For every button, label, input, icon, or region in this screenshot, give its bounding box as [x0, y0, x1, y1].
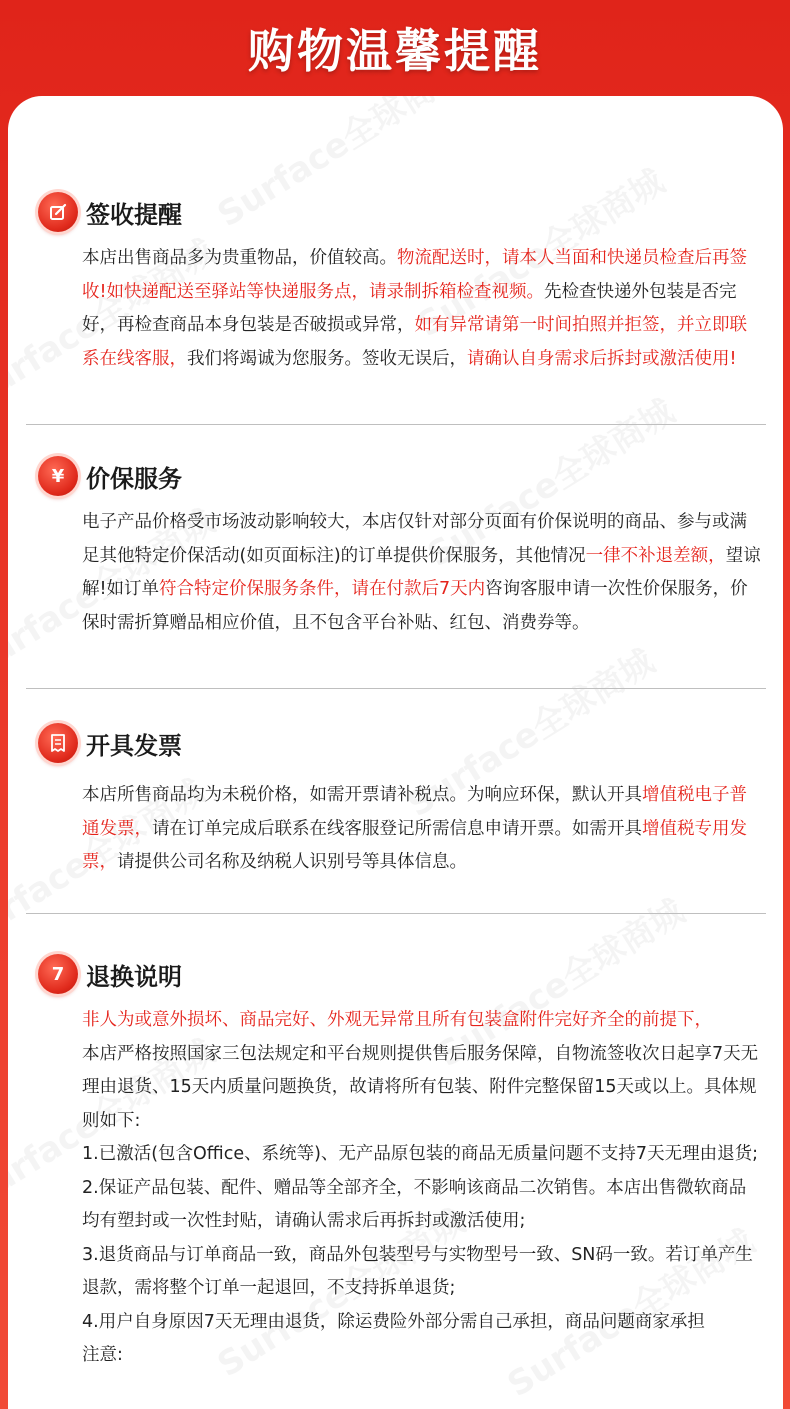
section-text [82, 779, 761, 880]
highlight-segment: 符合特定价保服务条件，请在付款后7天内 [159, 579, 486, 599]
text-segment: 先检查快递外包装是否完好，再检查商品本身包装是否破损或异常， [82, 281, 737, 335]
highlight-segment: 增值税专用发票， [82, 818, 747, 872]
text-segment: 我们将竭诚为您服务。签收无误后， [187, 348, 467, 369]
highlight-segment: 增值税电子普通发票， [82, 785, 747, 839]
text-segment: 望谅解!如订单 [82, 545, 761, 599]
edit-icon [38, 192, 78, 232]
section-signing [8, 192, 783, 376]
return-7-icon: 7 [38, 954, 78, 994]
section-divider [26, 688, 766, 689]
content-card [8, 96, 783, 1409]
highlight-paragraph: 非人为或意外损坏、商品完好、外观无异常且所有包装盒附件完好齐全的前提下， [82, 1010, 712, 1030]
section-header [38, 954, 783, 994]
highlight-segment: 物流配送时，请本人当面和快递员检查后再签收!如快递配送至驿站等快递服务点，请录制拆箱检查视频。 [82, 248, 747, 302]
section-divider [26, 913, 766, 914]
text-segment: 本店出售商品多为贵重物品，价值较高。 [82, 248, 397, 268]
rule-item: 4.用户自身原因7天无理由退货，除运费险外部分需自己承担，商品问题商家承担 [82, 1311, 705, 1332]
highlight-segment: 如有异常请第一时间拍照并拒签，并立即联系在线客服， [82, 315, 747, 369]
highlight-segment: 一律不补退差额， [585, 545, 726, 566]
note-label: 注意: [82, 1345, 123, 1365]
section-divider [26, 424, 766, 425]
text-segment: 请提供公司名称及纳税人识别号等具体信息。 [117, 852, 467, 872]
text-segment: 咨询客服申请一次性价保服务，价保时需折算赠品相应价值，且不包含平台补贴、红包、消费券等。 [82, 579, 748, 633]
section-title: 签收提醒 [86, 200, 182, 229]
highlight-segment: 请确认自身需求后拆封或激活使用! [467, 348, 737, 369]
yen-icon: ¥ [38, 456, 78, 496]
section-text [82, 1004, 761, 1373]
header-banner [0, 0, 790, 96]
section-title: 开具发票 [86, 731, 182, 760]
section-text [82, 506, 761, 640]
section-header [38, 192, 783, 232]
text-segment: 电子产品价格受市场波动影响较大，本店仅针对部分页面有价保说明的商品、参与或满足其他特定价保活动(如页面标注)的订单提供价保服务，其他情况 [82, 512, 747, 566]
invoice-icon [38, 723, 78, 763]
section-header [38, 723, 783, 763]
section-title: 退换说明 [86, 962, 182, 991]
section-header [38, 456, 783, 496]
page-title: 购物温馨提醒 [248, 24, 542, 78]
rule-item: 1.已激活(包含Office、系统等)、无产品原包装的商品无质量问题不支持7天无理由退货; [82, 1144, 758, 1164]
text-segment: 请在订单完成后联系在线客服登记所需信息申请开票。如需开具 [152, 818, 642, 839]
section-invoice [8, 723, 783, 880]
section-text [82, 242, 761, 376]
section-price-protection [8, 456, 783, 640]
text-paragraph: 本店严格按照国家三包法规定和平台规则提供售后服务保障，自物流签收次日起享7天无理由退货、15天内质量问题换货，故请将所有包装、附件完整保留15天或以上。具体规则如下: [82, 1043, 759, 1131]
rule-item: 2.保证产品包装、配件、赠品等全部齐全，不影响该商品二次销售。本店出售微软商品均有塑封或一次性封贴，请确认需求后再拆封或激活使用; [82, 1177, 747, 1231]
rule-item: 3.退货商品与订单商品一致，商品外包装型号与实物型号一致、SN码一致。若订单产生退款，需将整个订单一起退回，不支持拆单退货; [82, 1244, 753, 1298]
text-segment: 本店所售商品均为未税价格，如需开票请补税点。为响应环保，默认开具 [82, 785, 642, 805]
section-returns [8, 954, 783, 1373]
section-title: 价保服务 [86, 464, 182, 493]
